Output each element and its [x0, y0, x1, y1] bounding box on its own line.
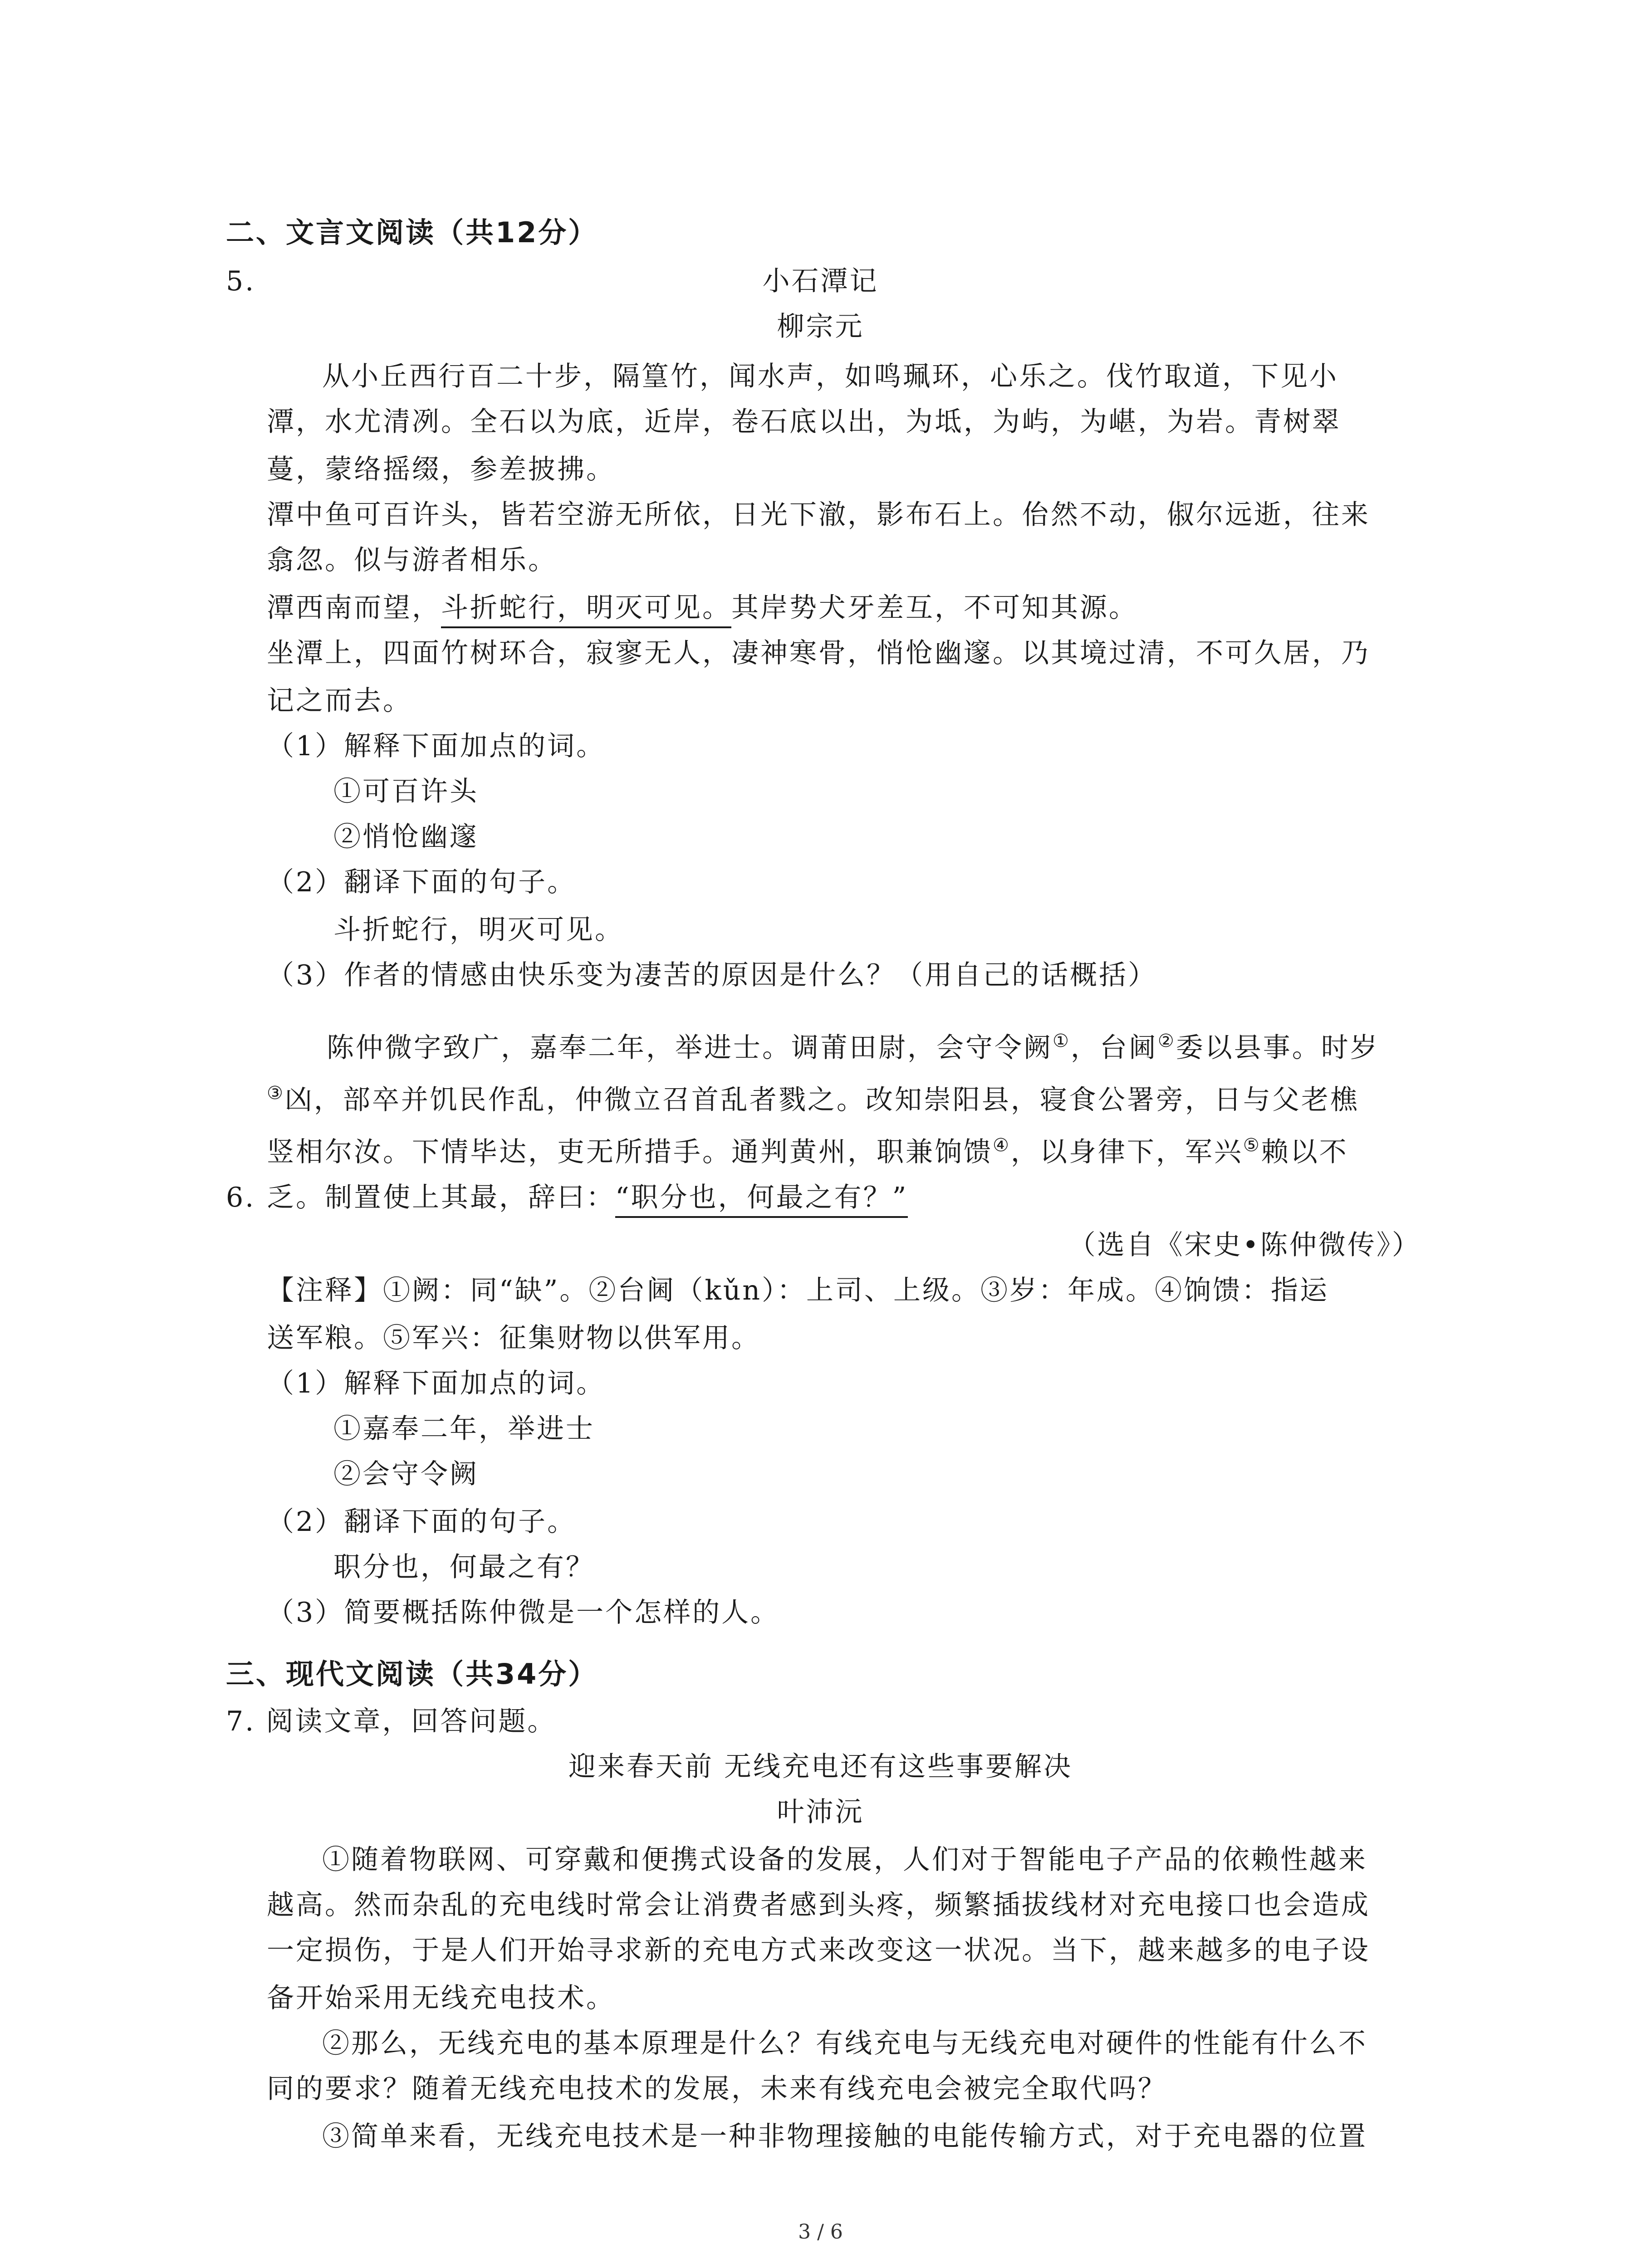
article-line: 备开始采用无线充电技术。 — [267, 1982, 615, 2014]
passage-title-xiaoshitan: 小石潭记 — [762, 265, 879, 297]
question-5-1-b: ②悄怆幽邃 — [333, 821, 479, 853]
footnote-marker: ① — [1053, 1031, 1071, 1051]
passage-line: 翕忽。似与游者相乐。 — [267, 544, 557, 576]
annotation-line: 【注释】①阙：同“缺”。②台阃（kǔn）：上司、上级。③岁：年成。④饷馈：指运 — [267, 1275, 1329, 1306]
passage-text: 竖相尔汝。下情毕达，吏无所措手。通判黄州，职兼饷馈 — [267, 1136, 993, 1168]
passage-text: 其岸势犬牙差互，不可知其源。 — [731, 592, 1138, 624]
passage-line-underlined — [267, 1184, 908, 1211]
passage-line-underlined — [267, 592, 1138, 624]
footnote-marker: ③ — [267, 1083, 285, 1104]
question-6-3: （3）简要概括陈仲微是一个怎样的人。 — [267, 1597, 780, 1628]
passage-text: 陈仲微字致广，嘉奉二年，举进士。调莆田尉，会守令阙 — [327, 1032, 1053, 1064]
article-line: 同的要求？随着无线充电技术的发展，未来有线充电会被完全取代吗？ — [267, 2073, 1167, 2105]
passage-line: 记之而去。 — [267, 685, 412, 717]
passage-text: 委以县事。时岁 — [1176, 1032, 1379, 1064]
article-line: ②那么，无线充电的基本原理是什么？有线充电与无线充电对硬件的性能有什么不 — [322, 2028, 1367, 2059]
passage-line — [267, 1136, 1348, 1166]
article-author: 叶沛沅 — [777, 1796, 864, 1828]
passage-line: 坐潭上，四面竹树环合，寂寥无人，凄神寒骨，悄怆幽邃。以其境过清，不可久居，乃 — [267, 637, 1370, 669]
article-line: 一定损伤，于是人们开始寻求新的充电方式来改变这一状况。当下，越来越多的电子设 — [267, 1935, 1370, 1966]
question-5-1: （1）解释下面加点的词。 — [267, 730, 606, 762]
footnote-marker: ⑤ — [1243, 1135, 1261, 1156]
passage-text: 潭西南而望， — [267, 592, 441, 624]
article-title: 迎来春天前 无线充电还有这些事要解决 — [568, 1751, 1073, 1783]
passage-author-liuzongyuan: 柳宗元 — [777, 311, 864, 342]
passage-line — [327, 1031, 1379, 1064]
article-line: ①随着物联网、可穿戴和便携式设备的发展，人们对于智能电子产品的依赖性越来 — [322, 1844, 1367, 1876]
question-5-2-a: 斗折蛇行，明灭可见。 — [333, 914, 624, 946]
passage-text: 赖以不 — [1261, 1136, 1348, 1168]
passage-line: 潭中鱼可百许头，皆若空游无所依，日光下澈，影布石上。佁然不动，俶尔远逝，往来 — [267, 499, 1370, 531]
passage-text: ，以身律下，军兴 — [1010, 1136, 1243, 1168]
question-6-1: （1）解释下面加点的词。 — [267, 1368, 606, 1399]
question-5-2: （2）翻译下面的句子。 — [267, 866, 577, 898]
question-number-5: 5. — [226, 265, 256, 297]
question-number-6: 6. — [226, 1182, 256, 1213]
passage-line: 蔓，蒙络摇缀，参差披拂。 — [267, 454, 615, 485]
question-6-2: （2）翻译下面的句子。 — [267, 1506, 577, 1538]
passage-text: 乏。制置使上其最，辞曰： — [267, 1182, 615, 1213]
page-number: 3 / 6 — [798, 2220, 843, 2244]
passage-source: （选自《宋史•陈仲微传》） — [1068, 1229, 1421, 1261]
passage-text: ，台阃 — [1070, 1032, 1158, 1064]
section-heading-modern: 三、现代文阅读（共34分） — [226, 1657, 598, 1691]
question-6-1-a: ①嘉奉二年，举进士 — [333, 1413, 595, 1445]
passage-text: 凶，部卒并饥民作乱，仲微立召首乱者戮之。改知崇阳县，寝食公署旁，日与父老樵 — [284, 1084, 1359, 1116]
question-5-3: （3）作者的情感由快乐变为凄苦的原因是什么？（用自己的话概括） — [267, 959, 1157, 991]
article-line: ③简单来看，无线充电技术是一种非物理接触的电能传输方式，对于充电器的位置 — [322, 2121, 1367, 2152]
passage-line: 从小丘西行百二十步，隔篁竹，闻水声，如鸣珮环，心乐之。伐竹取道，下见小 — [322, 361, 1338, 392]
question-6-2-a: 职分也，何最之有？ — [333, 1551, 595, 1583]
article-line: 越高。然而杂乱的充电线时常会让消费者感到头疼，频繁插拔线材对充电接口也会造成 — [267, 1889, 1370, 1921]
underlined-sentence: 斗折蛇行，明灭可见。 — [441, 592, 731, 628]
question-5-1-a: ①可百许头 — [333, 776, 479, 807]
question-6-1-b: ②会守令阙 — [333, 1458, 479, 1490]
footnote-marker: ④ — [993, 1135, 1011, 1156]
footnote-marker: ② — [1157, 1031, 1176, 1051]
underlined-sentence: “职分也，何最之有？” — [615, 1182, 908, 1218]
passage-line: 潭，水尤清冽。全石以为底，近岸，卷石底以出，为坻，为屿，为嵁，为岩。青树翠 — [267, 406, 1341, 438]
section-heading-classical: 二、文言文阅读（共12分） — [226, 216, 598, 249]
question-7: 7. 阅读文章，回答问题。 — [226, 1706, 557, 1737]
passage-line — [267, 1084, 1359, 1114]
annotation-line: 送军粮。⑤军兴：征集财物以供军用。 — [267, 1322, 760, 1354]
